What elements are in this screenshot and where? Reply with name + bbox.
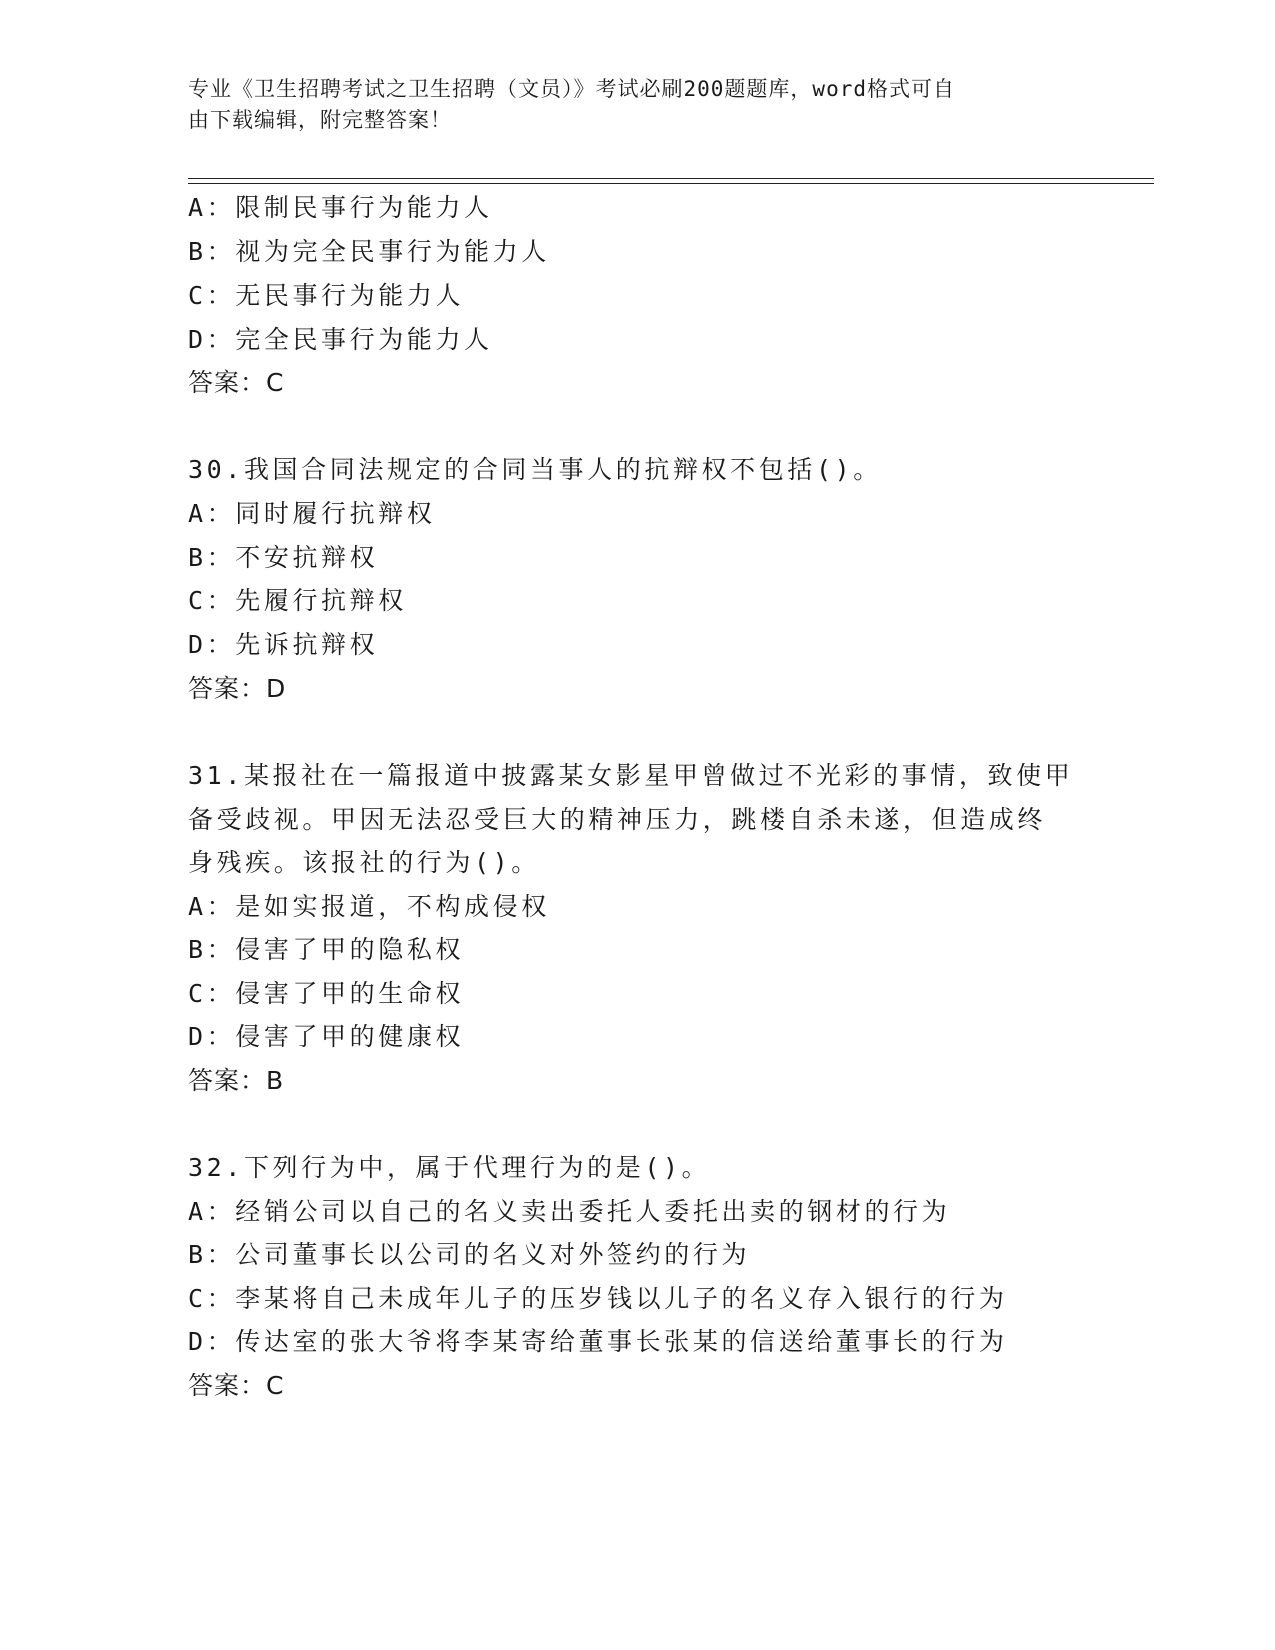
answer-line: 答案：B xyxy=(188,1066,285,1095)
option-d: D：传达室的张大爷将李某寄给董事长张某的信送给董事长的行为 xyxy=(188,1327,1008,1356)
option-b: B：不安抗辩权 xyxy=(188,543,379,572)
question-text: 备受歧视。甲因无法忍受巨大的精神压力，跳楼自杀未遂，但造成终 xyxy=(188,805,1047,834)
option-c: C：侵害了甲的生命权 xyxy=(188,979,465,1008)
option-b: B：视为完全民事行为能力人 xyxy=(188,237,550,266)
answer-line: 答案：C xyxy=(188,368,285,397)
question-text: 30.我国合同法规定的合同当事人的抗辩权不包括()。 xyxy=(188,455,882,484)
header-line-1: 专业《卫生招聘考试之卫生招聘（文员）》考试必刷200题题库，word格式可自 xyxy=(188,77,955,101)
header-line-2: 由下载编辑，附完整答案！ xyxy=(188,108,452,132)
answer-line: 答案：D xyxy=(188,674,287,703)
answer-line: 答案：C xyxy=(188,1371,285,1400)
header-divider-top xyxy=(188,178,1154,179)
option-a: A：经销公司以自己的名义卖出委托人委托出卖的钢材的行为 xyxy=(188,1197,951,1226)
option-c: C：无民事行为能力人 xyxy=(188,281,465,310)
option-a: A：限制民事行为能力人 xyxy=(188,193,493,222)
option-b: B：公司董事长以公司的名义对外签约的行为 xyxy=(188,1240,751,1269)
option-d: D：先诉抗辩权 xyxy=(188,630,379,659)
option-a: A：是如实报道，不构成侵权 xyxy=(188,892,550,921)
document-header xyxy=(188,74,1068,136)
option-b: B：侵害了甲的隐私权 xyxy=(188,935,465,964)
option-c: C：李某将自己未成年儿子的压岁钱以儿子的名义存入银行的行为 xyxy=(188,1284,1008,1313)
header-divider-bottom xyxy=(188,183,1154,184)
option-d: D：完全民事行为能力人 xyxy=(188,325,493,354)
option-c: C：先履行抗辩权 xyxy=(188,586,407,615)
question-text: 32.下列行为中，属于代理行为的是()。 xyxy=(188,1153,711,1182)
question-text: 身残疾。该报社的行为()。 xyxy=(188,848,540,877)
option-d: D：侵害了甲的健康权 xyxy=(188,1022,465,1051)
question-text: 31.某报社在一篇报道中披露某女影星甲曾做过不光彩的事情，致使甲 xyxy=(188,761,1074,790)
option-a: A：同时履行抗辩权 xyxy=(188,499,436,528)
